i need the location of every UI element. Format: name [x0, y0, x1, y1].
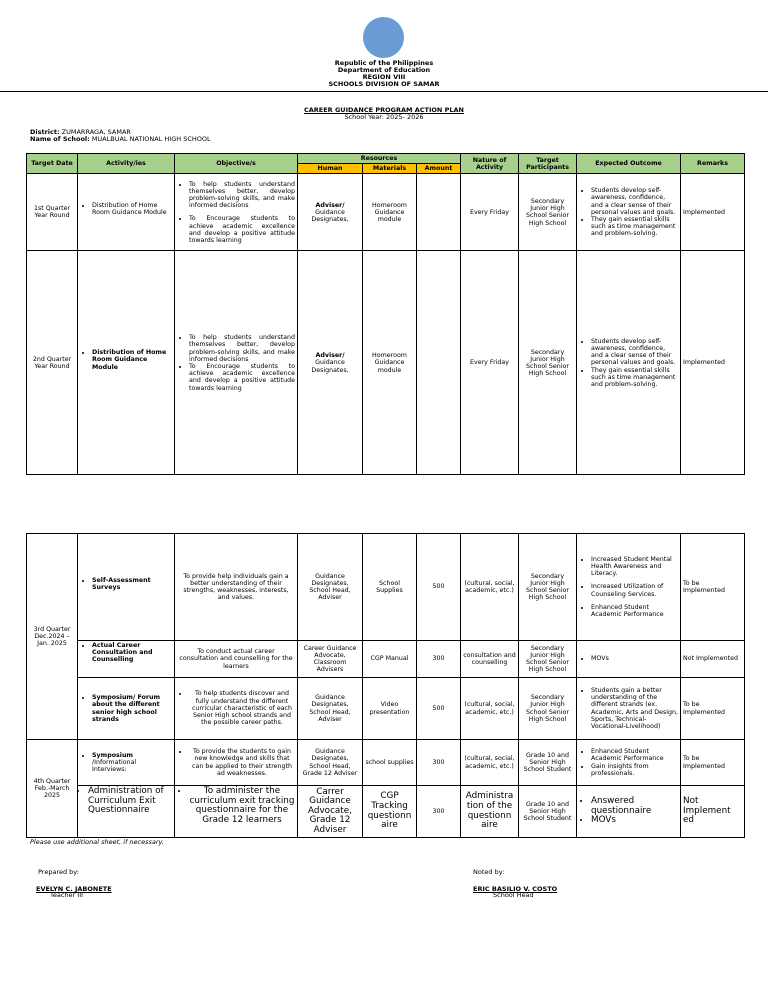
q4-r1-human: Guidance Designates, School Head, Grade 12 Adviser	[298, 740, 363, 786]
q3-r1-materials: School Supplies	[363, 534, 417, 641]
header-region: REGION VIII	[362, 73, 406, 81]
col-outcome: Expected Outcome	[577, 154, 681, 174]
deped-seal	[363, 17, 404, 58]
col-target-date: Target Date	[27, 154, 78, 174]
header-deped: Department of Education	[337, 66, 431, 74]
q4-r2-activity: • Administration of Curriculum Exit Questionnaire	[78, 786, 175, 838]
q2-participants: Secondary Junior High School Senior High School	[519, 251, 577, 475]
q1-amount	[417, 174, 461, 251]
q4-r1-remarks: To be Implemented	[681, 740, 745, 786]
q4-r2-nature: Administra tion of the questionn aire	[461, 786, 519, 838]
table-row	[27, 740, 745, 786]
col-participants: Target Participants	[519, 154, 577, 174]
noter-title: School Head	[493, 891, 534, 899]
col-activity: Activity/ies	[78, 154, 175, 174]
q1-nature: Every Friday	[461, 174, 519, 251]
q3-r3-remarks: To be Implemented	[681, 678, 745, 740]
q3-r2-nature: consultation and counselling	[461, 641, 519, 678]
q4-r1-objective: • To provide the students to gain new knowledge and skills that can be applied to their strength ad weaknesses.	[175, 740, 298, 786]
q2-activity: • Distribution of Home Room Guidance Module	[78, 251, 175, 475]
q3-r1-human: Guidance Designates, School Head, Adviser	[298, 534, 363, 641]
q2-date: 2nd Quarter Year Round	[27, 251, 78, 475]
q3-r3-amount: 500	[417, 678, 461, 740]
action-plan-table-2	[26, 533, 745, 838]
col-nature: Nature of Activity	[461, 154, 519, 174]
q1-remarks: Implemented	[681, 174, 745, 251]
table-row	[27, 641, 745, 678]
q3-r3-objective: • To help students discover and fully understand the different curricular characteristic of each Senior High school strands and the possible career paths.	[175, 678, 298, 740]
q3-r1-objective: To provide help individuals gain a better understanding of their strengths, weaknesses, interests, and values.	[175, 534, 298, 641]
q3-r3-participants: Secondary Junior High School Senior High School	[519, 678, 577, 740]
q3-r2-participants: Secondary Junior High School Senior High School	[519, 641, 577, 678]
col-objective: Objective/s	[175, 154, 298, 174]
q3-r2-materials: CGP Manual	[363, 641, 417, 678]
q3-r1-amount: 500	[417, 534, 461, 641]
q3-r2-activity: • Actual Career Consultation and Counselling	[78, 641, 175, 678]
table-row	[27, 786, 745, 838]
q3-r2-human: Career Guidance Advocate, Classroom Advisers	[298, 641, 363, 678]
q1-outcome: • Students develop self-awareness, confidence, and a clear sense of their personal values and goals. • They gain essential skills such as time management and problem-solving.	[577, 174, 681, 251]
q3-r3-materials: Video presentation	[363, 678, 417, 740]
q2-materials: Homeroom Guidance module	[363, 251, 417, 475]
q4-r1-outcome: • Enhanced Student Academic Performance • Gain insights from professionals.	[577, 740, 681, 786]
q4-r1-materials: school supplies	[363, 740, 417, 786]
q1-activity: • Distribution of Home Room Guidance Module	[78, 174, 175, 251]
district-line: District: ZUMARRAGA, SAMAR	[30, 128, 131, 136]
q4-r2-remarks: Not Implement ed	[681, 786, 745, 838]
q3-r3-nature: (cultural, social, academic, etc.)	[461, 678, 519, 740]
q2-objectives: • To help students understand themselves better, develop problem-solving skills, and make informed decisions • To Encourage students to achieve academic excellence and develop a positive attitude towards learning	[175, 251, 298, 475]
q1-participants: Secondary Junior High School Senior High School	[519, 174, 577, 251]
table-row	[27, 251, 745, 475]
col-materials: Materials	[363, 164, 417, 174]
q4-r2-participants: Grade 10 and Senior High School Student	[519, 786, 577, 838]
header-republic: Republic of the Philippines	[334, 59, 434, 67]
col-remarks: Remarks	[681, 154, 745, 174]
preparer-title: Teacher III	[50, 891, 84, 899]
q4-r2-objective: • To administer the curriculum exit tracking questionnaire for the Grade 12 learners	[175, 786, 298, 838]
action-plan-table-1	[26, 153, 745, 475]
q2-outcome: • Students develop self-awareness, confidence, and a clear sense of their personal values and goals. • They gain essential skills such as time management and problem-solving.	[577, 251, 681, 475]
q4-r2-human: Carrer Guidance Advocate, Grade 12 Adviser	[298, 786, 363, 838]
prepared-by-label: Prepared by:	[38, 868, 79, 876]
header-divider	[0, 91, 768, 92]
table-row	[27, 678, 745, 740]
table-row	[27, 534, 745, 641]
q3-r2-amount: 300	[417, 641, 461, 678]
noted-by-label: Noted by:	[473, 868, 505, 876]
q4-r1-participants: Grade 10 and Senior High School Student	[519, 740, 577, 786]
q2-human: Adviser/ Guidance Designates,	[298, 251, 363, 475]
q4-r1-activity: • Symposium /Informational Interviews:	[78, 740, 175, 786]
q3-r1-nature: (cultural, social, academic, etc.)	[461, 534, 519, 641]
school-year: School Year: 2025- 2026	[344, 113, 424, 121]
q3-r1-participants: Secondary Junior High School Senior High School	[519, 534, 577, 641]
q3-r1-outcome: • Increased Student Mental Health Awareness and Literacy. • Increased Utilization of Counseling Services. • Enhanced Student Academic Performance	[577, 534, 681, 641]
q3-r1-activity: • Self-Assessment Surveys	[78, 534, 175, 641]
q4-r2-outcome: • Answered questionnaire • MOVs	[577, 786, 681, 838]
school-line: Name of School: MUALBUAL NATIONAL HIGH SCHOOL	[30, 135, 211, 143]
q3-date: 3rd Quarter Dec.2024 – Jan. 2025	[27, 534, 78, 740]
doc-title: CAREER GUIDANCE PROGRAM ACTION PLAN	[304, 106, 464, 114]
col-amount: Amount	[417, 164, 461, 174]
q2-nature: Every Friday	[461, 251, 519, 475]
q1-objectives: • To help students understand themselves better, develop problem-solving skills, and make informed decisions • To Encourage students to achieve academic excellence and develop a positive attitude towards learning	[175, 174, 298, 251]
q3-r1-remarks: To be Implemented	[681, 534, 745, 641]
q3-r3-activity: • Symposium/ Forum about the different senior high school strands	[78, 678, 175, 740]
header-division: SCHOOLS DIVISION OF SAMAR	[328, 80, 440, 88]
q1-materials: Homeroom Guidance module	[363, 174, 417, 251]
q1-date: 1st Quarter Year Round	[27, 174, 78, 251]
table-row	[27, 174, 745, 251]
preparer-name: EVELYN C. JABONETE	[36, 885, 112, 893]
q3-r2-remarks: Not Implemented	[681, 641, 745, 678]
q4-r1-nature: (cultural, social, academic, etc.)	[461, 740, 519, 786]
q3-r2-objective: To conduct actual career consultation and counselling for the learners	[175, 641, 298, 678]
noter-name: ERIC BASILIO V. COSTO	[473, 885, 558, 893]
footer-note: Please use additional sheet, if necessary.	[30, 838, 164, 846]
col-human: Human	[298, 164, 363, 174]
q4-r2-amount: 300	[417, 786, 461, 838]
q4-r1-amount: 300	[417, 740, 461, 786]
col-resources: Resources	[298, 154, 461, 164]
q3-r2-outcome: • MOVs	[577, 641, 681, 678]
q4-r2-materials: CGP Tracking questionn aire	[363, 786, 417, 838]
q4-date: 4th Quarter Feb.-March 2025	[27, 740, 78, 838]
q2-remarks: Implemented	[681, 251, 745, 475]
q1-human: Adviser/ Guidance Designates,	[298, 174, 363, 251]
q3-r3-human: Guidance Designates, School Head, Adviser	[298, 678, 363, 740]
q3-r3-outcome: • Students gain a better understanding of the different strands (ex. Academic, Arts and Design, Sports, Technical-Vocational-Livelihood)	[577, 678, 681, 740]
